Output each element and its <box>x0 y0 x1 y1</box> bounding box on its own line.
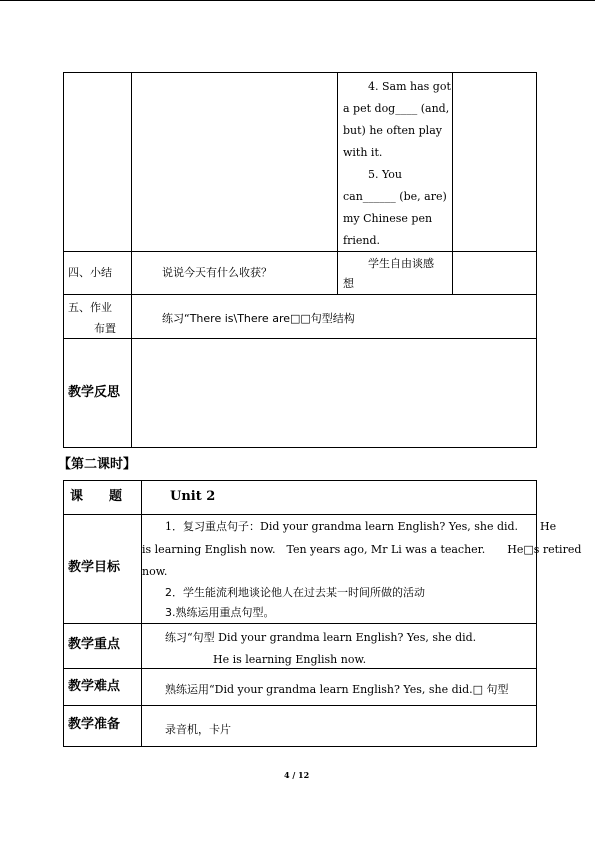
exercise-line: can______ (be, are) <box>343 190 447 203</box>
goals-line: now. <box>142 565 168 578</box>
reflection-label: 教学反思 <box>68 385 121 400</box>
exercise-line: my Chinese pen <box>343 212 433 225</box>
homework-label-cont: 布置 <box>94 322 116 335</box>
topic-value: Unit 2 <box>170 489 216 504</box>
goals-line: 3.熟练运用重点句型。 <box>165 606 275 619</box>
summary-student-activity-cont: 想 <box>343 277 354 290</box>
summary-content: 说说今天有什么收获？ <box>162 266 272 279</box>
exercise-line: a pet dog____ (and, <box>343 102 450 115</box>
exercise-line: with it. <box>343 146 383 159</box>
preparation-content: 录音机，卡片 <box>165 723 231 736</box>
summary-student-activity: 学生自由谈感 <box>368 257 434 270</box>
goals-label: 教学目标 <box>68 560 121 575</box>
summary-label: 四、小结 <box>68 266 112 279</box>
exercise-line: friend. <box>343 234 380 247</box>
exercise-line: 5. You <box>368 168 403 181</box>
exercise-line: but) he often play <box>343 124 442 137</box>
difficulties-label: 教学难点 <box>68 679 121 694</box>
difficulties-content: 熟练运用“Did your grandma learn English? Yes, she did.□ 句型 <box>165 683 509 696</box>
goals-line: 2．学生能流利地谈论他人在过去某一时间所做的活动 <box>165 586 425 599</box>
key-points-line: 练习“句型 Did your grandma learn English? Yes, she did. <box>165 631 477 644</box>
preparation-label: 教学准备 <box>68 717 121 732</box>
goals-line: 1．复习重点句子：Did your grandma learn English? Yes, she did. He <box>165 520 557 533</box>
page-number: 4 / 12 <box>284 770 310 780</box>
homework-label: 五、作业 <box>68 301 112 314</box>
key-points-label: 教学重点 <box>68 637 121 652</box>
section-heading: 【第二课时】 <box>58 457 137 472</box>
topic-label: 课 题 <box>70 489 123 504</box>
key-points-line: He is learning English now. <box>213 653 367 666</box>
homework-content: 练习“There is\There are□□句型结构 <box>162 312 355 325</box>
header-rule <box>0 0 595 1</box>
goals-line: is learning English now. Ten years ago, Mr Li was a teacher. He□s retired <box>142 543 582 556</box>
exercise-line: 4. Sam has got <box>368 80 451 93</box>
